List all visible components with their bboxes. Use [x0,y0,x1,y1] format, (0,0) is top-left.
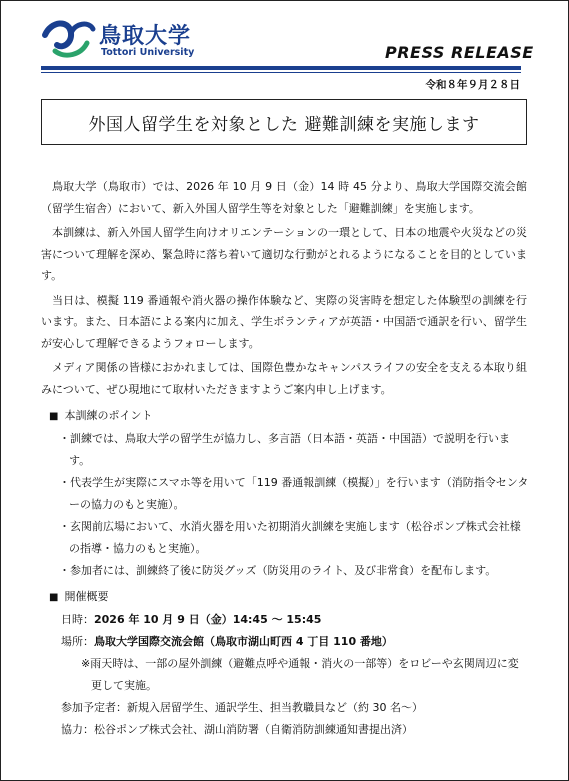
rain-note: ※雨天時は、一部の屋外訓練（避難点呼や通報・消火の一部等）をロビーや玄関周辺に変更して実施。 [81,657,519,692]
datetime-value: 2026 年 10 月 9 日（金）14:45 ～ 15:45 [94,613,322,626]
page-title: 外国人留学生を対象とした 避難訓練を実施します [88,114,480,135]
body-paragraph: 当日は、模擬 119 番通報や消火器の操作体験など、実際の災害時を想定した体験型の訓練を行います。また、日本語による案内に加え、学生ボランティアが英語・中国語で通訳を行い、留学生が安心して理解できるようフォローします。 [41,293,527,350]
tottori-university-emblem-icon [41,15,97,59]
title-box [41,99,527,145]
participants-value: 新規入居留学生、通訳学生、担当教職員など（約 30 名～） [127,701,423,714]
header-rule-thin [41,72,521,73]
participants-label: 参加予定者： [61,701,127,714]
training-points-heading: ■ 本訓練のポイント [49,405,529,428]
body-paragraph: 本訓練は、新入外国人留学生向けオリエンテーションの一環として、日本の地震や火災などの災害について理解を深め、緊急時に落ち着いて適切な行動がとれるようになることを目的としています。 [41,226,527,282]
cooperation-value: 松谷ポンプ株式会社、湖山消防署（自衛消防訓練通知書提出済） [94,723,413,736]
header-rule-thick [41,66,521,70]
place-row [61,631,529,653]
participants-row [61,697,529,719]
body-text [41,176,527,403]
overview-heading: ■ 開催概要 [49,586,529,609]
place-label: 場所： [61,635,94,648]
overview-section [49,586,529,741]
body-paragraph: 鳥取大学（鳥取市）では、2026 年 10 月 9 日（金）14 時 45 分より、鳥取大学国際交流会館（留学生宿舎）において、新入外国人留学生等を対象とした「避難訓練」を実施します。 [41,180,527,215]
body-paragraph: メディア関係の皆様におかれましては、国際色豊かなキャンパスライフの安全を支える本取り組みについて、ぜひ現地にて取材いただきますようご案内申し上げます。 [41,361,527,396]
release-date: 令和８年９月２８日 [425,79,520,91]
list-item: ・ 玄関前広場において、水消火器を用いた初期消火訓練を実施します（松谷ポンプ株式会社様の指導・協力のもと実施）。 [59,516,529,560]
overview-details [49,609,529,741]
list-item: ・ 代表学生が実際にスマホ等を用いて「119 番通報訓練（模擬）」を行います（消防指令センターの協力のもと実施）。 [59,472,529,516]
training-points-section [49,405,529,582]
university-logo [41,15,201,61]
press-release-label: PRESS RELEASE [385,43,534,62]
datetime-row [61,609,529,631]
datetime-label: 日時： [61,613,94,626]
list-item: ・ 参加者には、訓練終了後に防災グッズ（防災用のライト、及び非常食）を配布します。 [59,560,529,582]
university-name-en: Tottori University [101,47,195,58]
place-value: 鳥取大学国際交流会館（鳥取市湖山町西 4 丁目 110 番地） [94,635,393,648]
training-points-list [49,428,529,582]
list-item: ・ 訓練では、鳥取大学の留学生が協力し、多言語（日本語・英語・中国語）で説明を行います。 [59,428,529,472]
cooperation-label: 協力： [61,723,94,736]
university-name-ja: 鳥取大学 [99,24,192,49]
cooperation-row [61,719,529,741]
